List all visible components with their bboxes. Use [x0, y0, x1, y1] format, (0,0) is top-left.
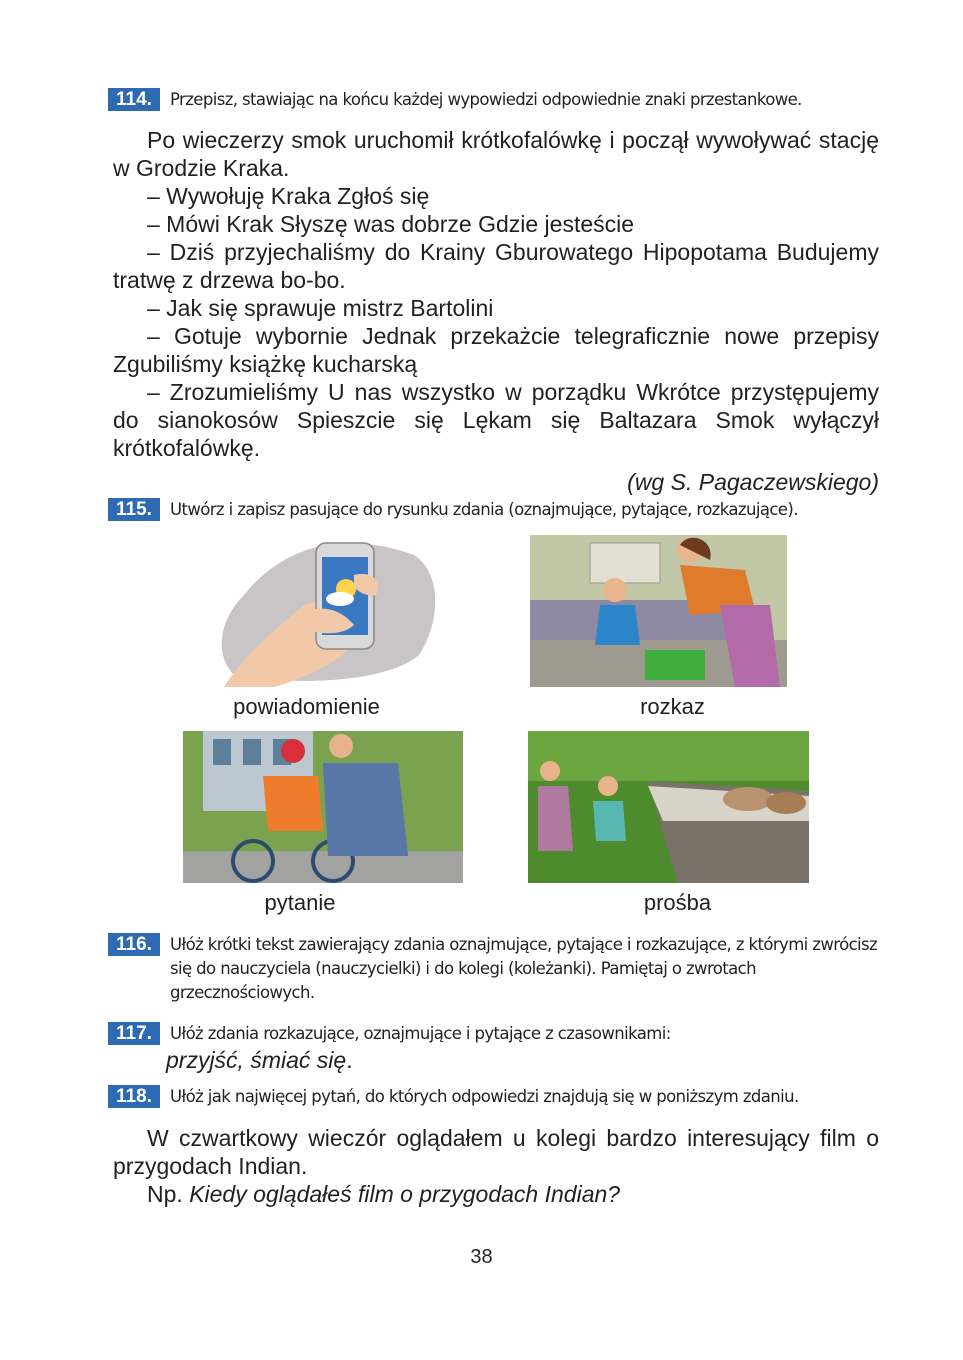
task-118-text — [113, 1124, 879, 1208]
example-question: Kiedy oglądałeś film o przygodach Indian? — [189, 1181, 621, 1207]
task-117 — [108, 1022, 888, 1046]
example-prefix: Np. — [147, 1181, 183, 1207]
caption-powiadomienie: powiadomienie — [233, 694, 380, 719]
task-instruction: Ułóż krótki tekst zawierający zdania oznajmujące, pytające i rozkazujące, z którymi zwrócisz się do nauczyciela (nauczycielki) i do kolegi (koleżanki). Pamiętaj o zwrotach grzecznościowych. — [170, 935, 878, 1002]
paragraph: – Jak się sprawuje mistrz Bartolini — [147, 295, 494, 321]
task-instruction: Utwórz i zapisz pasujące do rysunku zdania (oznajmujące, pytające, rozkazujące). — [170, 500, 798, 519]
task-116 — [108, 933, 888, 1005]
paragraph: – Dziś przyjechaliśmy do Krainy Gburowatego Hipopotama Budujemy tratwę z drzewa bo-bo. — [113, 239, 879, 293]
mother-child-illustration — [530, 535, 787, 687]
paragraph: – Mówi Krak Słyszę was dobrze Gdzie jesteście — [147, 211, 635, 237]
task-number: 118. — [108, 1085, 160, 1108]
task-117-verbs — [166, 1046, 353, 1074]
caption-pytanie: pytanie — [264, 890, 336, 915]
task-118 — [108, 1085, 888, 1109]
task-number: 114. — [108, 88, 160, 111]
caption-prosba: prośba — [643, 890, 712, 915]
task-number: 115. — [108, 498, 160, 521]
paragraph: – Gotuje wybornie Jednak przekażcie telegraficznie nowe przepisy Zgubiliśmy książkę kucharską — [113, 323, 879, 377]
cyclist-illustration — [183, 731, 463, 883]
page-number: 38 — [470, 1246, 493, 1268]
example-line — [113, 1180, 879, 1208]
task-number: 116. — [108, 933, 160, 956]
paragraph: Po wieczerzy smok uruchomił krótkofalówkę i począł wywoływać stację w Grodzie Kraka. — [113, 127, 879, 181]
task-instruction: Ułóż zdania rozkazujące, oznajmujące i pytające z czasownikami: — [170, 1024, 671, 1043]
task-115 — [108, 498, 888, 522]
caption-rozkaz: rozkaz — [640, 694, 705, 719]
task-114-text — [113, 126, 879, 496]
task-number: 117. — [108, 1022, 160, 1045]
task-instruction: Przepisz, stawiając na końcu każdej wypowiedzi odpowiednie znaki przestankowe. — [170, 90, 802, 109]
source-citation: (wg S. Pagaczewskiego) — [627, 469, 879, 495]
zoo-illustration — [528, 731, 809, 883]
task-114 — [108, 88, 888, 112]
task-instruction: Ułóż jak najwięcej pytań, do których odpowiedzi znajdują się w poniższym zdaniu. — [170, 1087, 799, 1106]
verbs-text: przyjść, śmiać się — [166, 1047, 347, 1073]
phone-illustration — [204, 535, 444, 687]
paragraph: – Zrozumieliśmy U nas wszystko w porządku Wkrótce przystępujemy do sianokosów Spieszcie się Lękam się Baltazara Smok wyłączył krótkofalówkę. — [113, 379, 879, 461]
verbs-end: . — [346, 1047, 353, 1073]
paragraph: W czwartkowy wieczór oglądałem u kolegi bardzo interesujący film o przygodach Indian. — [113, 1125, 879, 1179]
paragraph: – Wywołuję Kraka Zgłoś się — [147, 183, 430, 209]
